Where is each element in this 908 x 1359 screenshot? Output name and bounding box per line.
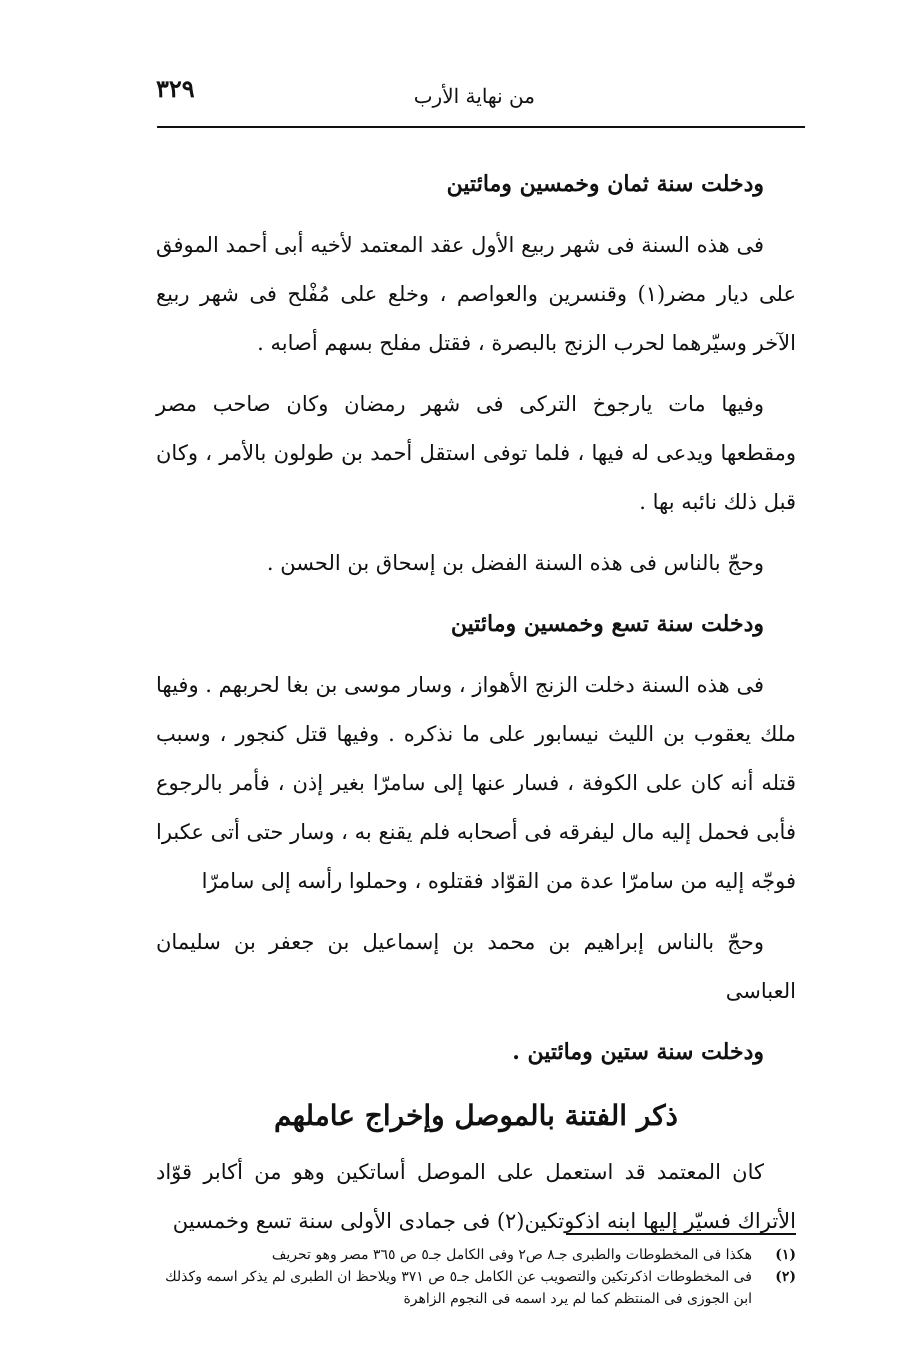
footnote-mark: (٢): [775, 1269, 796, 1285]
header-rule: [157, 126, 805, 128]
paragraph: كان المعتمد قد استعمل على الموصل أساتكين وهو من أكابر قوّاد الأتراك فسيّر إليها ابنه اذكوتكين(٢) فى جمادى الأولى سنة تسع وخمسين: [156, 1160, 796, 1233]
footnotes: [146, 1244, 796, 1310]
footnote: [146, 1244, 796, 1266]
footnote-text: فى المخطوطات اذكرتكين والتصويب عن الكامل جـ٥ ص ٣٧١ ويلاحظ ان الطبرى لم يذكر اسمه وكذلك ابن الجوزى فى المنتظم كما لم يرد اسمه فى النجوم الزاهرة: [165, 1269, 752, 1307]
footnote-rule: [566, 1233, 796, 1235]
section-title: ذكر الفتنة بالموصل وإخراج عاملهم: [273, 1099, 679, 1132]
page-number: ٣٢٩: [156, 74, 195, 103]
footnote: [146, 1266, 796, 1310]
paragraph: فى هذه السنة فى شهر ربيع الأول عقد المعتمد لأخيه أبى أحمد الموفق على ديار مضر(١) وقنسرين والعواصم ، وخلع على مُفْلح فى شهر ربيع الآخر وسيّرهما لحرب الزنج بالبصرة ، فقتل مفلح بسهم أصابه .: [156, 233, 797, 355]
paragraph: وفيها مات يارجوخ التركى فى شهر رمضان وكان صاحب مصر ومقطعها ويدعى له فيها ، فلما توفى استقل أحمد بن طولون بالأمر ، وكان قبل ذلك نائبه بها .: [156, 392, 796, 514]
year-heading-258: ودخلت سنة ثمان وخمسين ومائتين: [446, 171, 764, 197]
year-heading-259: ودخلت سنة تسع وخمسين ومائتين: [450, 611, 764, 637]
paragraph: وحجّ بالناس فى هذه السنة الفضل بن إسحاق بن الحسن .: [266, 551, 764, 575]
footnote-text: هكذا فى المخطوطات والطبرى جـ٨ ص٢ وفى الكامل جـ٥ ص ٣٦٥ مصر وهو تحريف: [271, 1247, 752, 1263]
footnote-mark: (١): [775, 1247, 796, 1263]
paragraph: فى هذه السنة دخلت الزنج الأهواز ، وسار موسى بن بغا لحربهم . وفيها ملك يعقوب بن الليث نيسابور على ما نذكره . وفيها قتل كنجور ، وسبب قتله أنه كان على الكوفة ، فسار عنها إلى سامرّا بغير إذن ، فأمر بالرجوع فأبى فحمل إليه مال ليفرقه فى أصحابه فلم يقنع به ، وسار حتى أتى عكبرا فوجّه إليه من سامرّا عدة من القوّاد فقتلوه ، وحملوا رأسه إلى سامرّا: [156, 673, 796, 893]
main-text: [156, 160, 796, 1258]
year-heading-260: ودخلت سنة ستين ومائتين .: [512, 1039, 764, 1065]
running-title: من نهاية الأرب: [413, 84, 535, 108]
page-header: [150, 72, 805, 122]
paragraph: وحجّ بالناس إبراهيم بن محمد بن إسماعيل بن جعفر بن سليمان العباسى: [156, 930, 796, 1003]
